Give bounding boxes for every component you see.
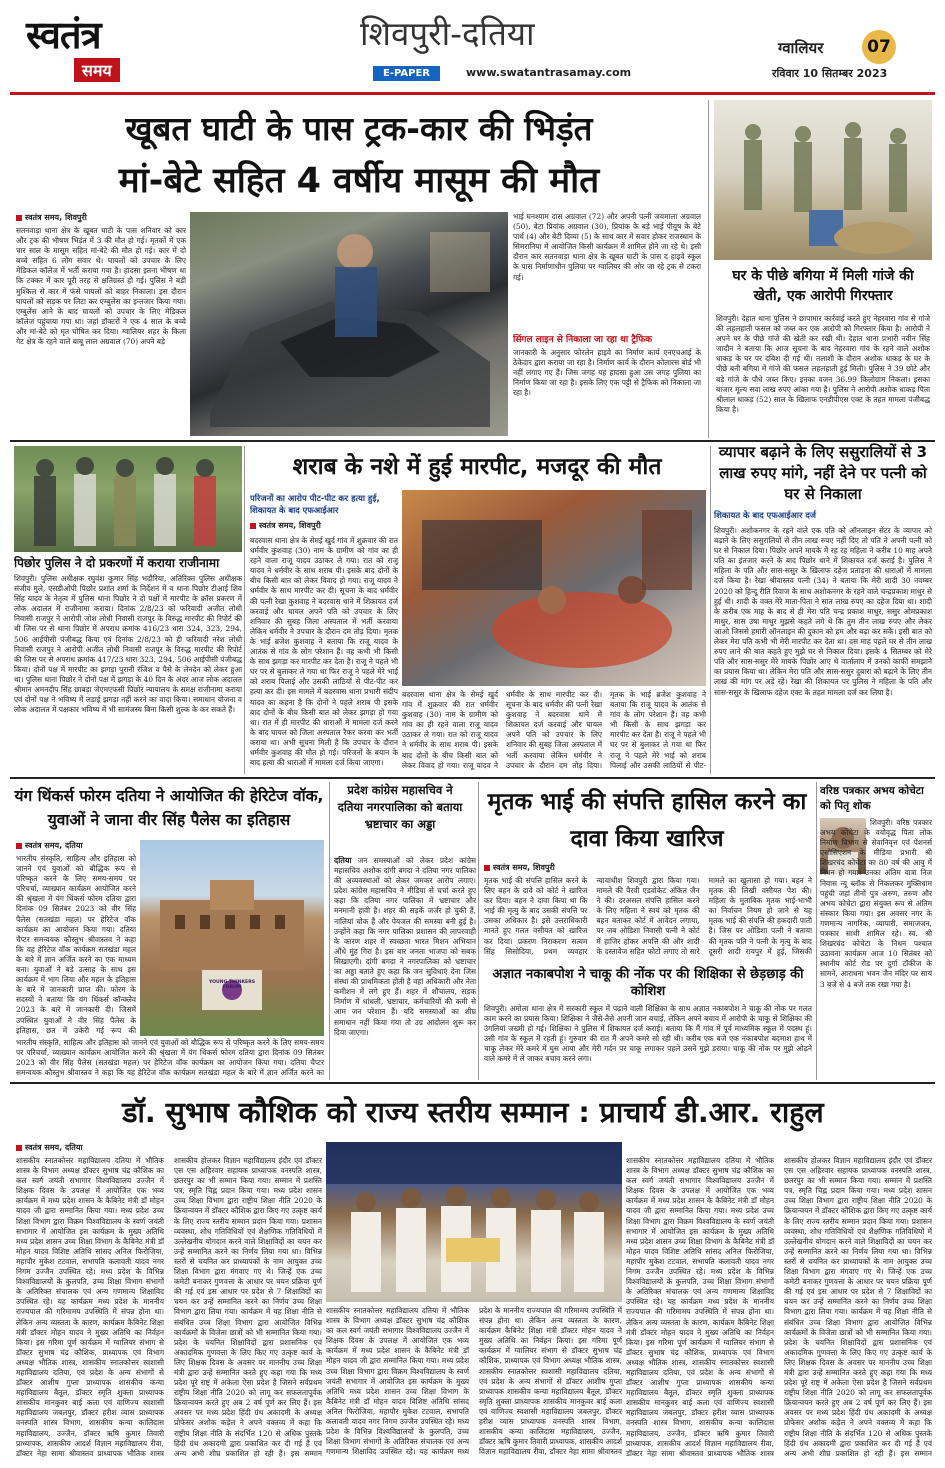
congress-byline: दतिया (334, 856, 352, 865)
section-divider (10, 1082, 935, 1084)
kochetta-headline: वरिष्ठ पत्रकार अभय कोचेटा को पितृ शोक (820, 785, 924, 812)
sharab-body-bottom (402, 690, 706, 774)
ganja-body: शिवपुरी। देहात थाना पुलिस ने छापामार कार्रवाई करते हुए नेहरवारा गांव से गांजे की लहलहाती फसल को जब्त कर एक आरोपी को गिरफ्तार किया है। आरोपी ने अपने घर के पीछे गांजे की खेती कर रखी थी। देहात थाना प्रभारी नवीन सिंह जादौन ने बताया कि आज सूचना के बाद नेहरवारा गांव के रहने वाले अशोक धाकड़ के घर पर दबिश दी गई थी। तलाशी के दौरान अशोक धाकड़ के घर के पीछे बनी बगिया में गांजे की फसल लहलहाती हुई मिली। पुलिस ने 39 छोटे और बड़े गांजे के पौधे जब्त किए। इनका वजन 36.99 किलोग्राम निकला। इसका बाजार मूल्य सवा लाख रुपए आंका गया है। पुलिस ने आरोपी अशोक धाकड़ पिता श्रीलाल धाकड़ (52) साल के खिलाफ एनडीपीएस एक्ट के तहत मामला पंजीबद्ध किया है। (716, 314, 930, 414)
heritage-body-text: भारतीय संस्कृति, साहित्य और इतिहास को जानने एवं युवाओं को बौद्धिक रूप से परिष्कृत करने के लिए समय-समय पर परिचर्चा, व्याख्यान कार्यक्रम आयोजित करने की श्रृंखला में यंग थिंकर्स फोरम दतिया द्वारा दिनांक 09 सितंबर 2023 को वीर सिंह पैलेस (सतखंडा महल) पर हेरिटेज वॉक कार्यक्रम का आयोजन किया गया। दतिया चैप्टर समन्वयक कौस्तुभ श्रीवास्तव ने कहा कि यह हेरिटेज वॉक कार्यक्रम सतखंडा महल के बारे में ज्ञान अर्जित करने का एक माध्यम बना। युवाओं ने बड़े उत्साह के साथ इस कार्यक्रम में भाग लिया और महल के इतिहास के बारे में जानकारी प्राप्त की। फोरम के सदस्यों ने बताया कि यंग थिंकर्स कॉन्क्लेव 2023 के बारे में जानकारी दी। जिसमें उपस्थित युवाओं ने वीर सिंह पैलेस के इतिहास, छत में उकेरी गई रूप की (16, 854, 136, 1035)
ganja-headline: घर के पीछे बगिया में मिली गांजे की खेती, एक आरोपी गिरफ्तार (732, 268, 914, 304)
congress-body (334, 856, 476, 1078)
sharab-byline-text: स्वतंत्र समय, शिवपुरी (259, 521, 321, 530)
lead-subheading: सिंगल लाइन से निकाला जा रहा था ट्रैफिक (513, 335, 653, 345)
crashed-car-icon (190, 212, 508, 436)
column-divider (710, 446, 711, 774)
column-divider (244, 446, 245, 774)
lead-body-right: भाई घनश्याम दास अग्रवाल (72) और अपनी पत्नी जयमाला अग्रवाल (50), बेटा प्रियांक अग्रवाल (30), प्रियांक के बड़े भाई पीयूष के बेटे पार्थ (4) और बेटी दिव्या (5) के साथ कार में सवार होकर राजस्थान के सिमरानिया में आयोजित किसी कार्यक्रम में शामिल होने जा रहे थे। इसी दौरान कार सतनवाड़ा थाना क्षेत्र के खूबत घाटी के पास द हाइवे स्कूल के पास निर्माणाधीन पुलिया पर ग्वालियर की ओर जा रहे ट्रक से टकरा गई। (513, 212, 701, 282)
rajinama-body: शिवपुरी। पुलिस अधीक्षक रघुवंश कुमार सिंह भदौरिया, अतिरिक्त पुलिस अधीक्षक संजीव मुले, एसडीओपी पिछोर प्रशांत शर्मा के निर्देशन में व थाना पिछोर टीआई शिव सिंह यादव के नेतृत्व में पुलिस थाना पिछोर ने दो पक्षों में मारपीट के क्रॉस प्रकरण में लोक अदालत में राजीनामा कराया। दिनांक 2/8/23 को फरियादी अजीत लोधी निवासी राजपुर ने आरोपी जोश लोधी निवासी राजपुर के विरुद्ध मारपीट की रिपोर्ट की थी जिस पर से थाना पिछोर में अपराध क्रमांक 416/23 धारा 324, 323, 294, 506 आईपीसी पंजीबद्ध किया एवं दिनांक 2/8/23 को ही फरियादी नरेश लोधी निवासी राजपुर ने आरोपी अजीत लोधी निवासी राजपुर के विरुद्ध मारपीट की रिपोर्ट की जिस पर से अपराध क्रमांक 417/23 धारा 323, 294, 506 आईपीसी पंजीबद्ध किया। दोनों पक्ष में मारपीट का झगड़ा पुरानी रंजिश व पैसे के लेनदेन को लेकर हुआ था। पुलिस थाना पिछोर ने दोनों पक्ष में झगड़ा के 40 दिन के अंदर आज लोक अदालत श्रीमान अमनदीप सिंह छाबड़ा जेएमएफसी पिछोर न्यायालय के समक्ष राजीनामा कराया एवं दोनों पक्ष ने भविष्य में लड़ाई झगड़ा नहीं करने का वादा किया। समाधान योजना व लोक अदालत में पक्षकार भविष्य में भी सामंजस्य बिना किसी शुल्क के कर सकते हैं। (14, 574, 242, 715)
column-divider (329, 782, 330, 1080)
sharab-body-text: बदरवास थाना क्षेत्र के सेमई खुर्द गांव में शुक्रवार की रात धर्मवीर कुशवाह (30) नाम के ग्रामीण को गांव का ही रहने वाला राजू यादव उठाकर ले गया। रात को राजू यादव ने धर्मवीर के साथ शराब पी। इसके बाद दोनों के बीच किसी बात को लेकर विवाद हो गया। राजू यादव ने धर्मवीर के साथ मारपीट कर दी। सूचना के बाद धर्मवीर की पत्नी रेखा कुशवाह ने बदरवास थाने में शिकायत दर्ज करवाई और घायल अपने पति को उपचार के लिए शनिवार की सुबह जिला अस्पताल में भर्ती करवाया लेकिन धर्मवीर ने उपचार के दौरान दम तोड़ दिया। मृतक के भाई ब्रजेश कुशवाह ने बताया कि राजू यादव के आतंक से गांव के लोग परेशान हैं। वह कभी भी किसी के साथ झगड़ा कर मारपीट कर देता है। राजू ने पहले भी घर पर से बुलाकर ले गया था फिर राजू ने पहले मेरे भाई को शराब पिलाई और उसकी लाठियों से पीट-पीट कर हत्या कर दी। इस मामले में बदरवास थाना प्रभारी संदीप यादव का कहना है कि दोनों ने पहले शराब पी इसके बाद दोनों के बीच किसी बात को लेकर झगड़ा हो गया था। रात में ही मारपीट की धाराओं में मामला दर्ज करने के बाद घायल को जिला अस्पताल रैफर करवा कर भर्ती कराया था। अभी सूचना मिली है कि उपचार के दौरान धर्मवीर कुशवाह की मौत हो गई। परिजनों के बयान के बाद हत्या की धाराओं में मामला दर्ज किया जाएगा। (250, 536, 398, 768)
column-divider (708, 100, 709, 438)
samman-body-center (326, 1306, 622, 1462)
byline-square-icon (16, 1145, 22, 1151)
hospital-family-photo (402, 490, 706, 686)
lead-body-right2: जानकारी के अनुसार फोरलेन हाइवे का निर्माण कार्य एनएचआई के ठेकेदार द्वारा कराया जा रहा है। निर्माण कार्य के दौरान कोलारस बोर्ड भी नहीं लगाए गए हैं। जिस जगह यह हादसा हुआ उस जगह पुलिया का निर्माण किया जा रहा है। इसके लिए एक पट्टी से ट्रैफिक को निकाला जा रहा है। (513, 348, 701, 398)
sharab-byline (250, 520, 398, 532)
award-ceremony-icon (326, 1142, 622, 1302)
heritage-headline: यंग थिंकर्स फोरम दतिया ने आयोजित की हेरिटेज वॉक, युवाओं ने जाना वीर सिंह पैलेस का इतिहास (14, 787, 324, 829)
samman-byline (16, 1142, 156, 1154)
sampatti-headline: मृतक भाई की संपत्ति हासिल करने का दावा किया खारिज (487, 789, 807, 852)
column-divider (478, 782, 479, 1080)
newspaper-logo[interactable] (18, 6, 148, 90)
city-name: ग्वालियर (778, 39, 824, 57)
congress-headline: प्रदेश कांग्रेस महासचिव ने दतिया नगरपालिका को बताया भ्रष्टाचार का अड्डा (337, 783, 463, 831)
group-people-icon (14, 446, 242, 552)
police-team-icon (714, 100, 932, 260)
byline-square-icon (16, 843, 22, 849)
byline-square-icon (484, 865, 490, 871)
dahej-body: शिवपुरी। अशोकनगर के रहने वाले एक पति को ऑनलाइन सेंटर के व्यापार को बढ़ाने के लिए ससुरालियों से तीन लाख रुपए नहीं दिए तो पति ने अपनी पत्नी को घर से निकाल दिया। पिछोर अपने मायके में रह रह महिला ने करीब 10 माह अपने पति का इंतजार करने के बाद पिछोर थाने में शिकायत दर्ज कराई है। पुलिस ने महिला के पति और सास-ससुर के खिलाफ दहेज प्रताड़ना की धाराओं में मामला दर्ज किया है। रेखा श्रीवास्तव पत्नी (34) ने बताया कि मेरी शादी 30 नवम्बर 2020 को हिन्दू रीति रिवाज के साथ अशोकनगर के रहने वाले चन्द्रप्रकाश माथुर से हुई थी। शादी के वक्त मेरे माता-पिता ने सात लाख रुपए का दहेज दिया था। शादी के करीब एक माह के बाद से ही मेरा पति चन्द्र प्रकाश माथुर, ससुर ओमप्रकाश माथुर, सास उषा माथुर मुझसे कहते लगे थे कि तुम तीन लाख रुपए और लेकर आओ जिससे हमारी ऑनलाइन की दुकान को हम और बढ़ा कर सकें। इसी बात को लेकर मेरा पति कभी भी मेरी मारपीट कर देता था। दस माह पहले घर से तीन लाख रुपए लाने की बात कहते हुए मुझे घर से निकाल दिया। इसके 4 सितम्बर को मेरे पति और सास-ससुर मेरे मायके पिछोर आए थे वार्तालाप में उनको काफी समझाने का प्रयास किया था। लेकिन मेरा पति और सास-ससुर दुबारा को बढ़ाने के लिए तीन लाख की मांग पर अड़े रहे। रेखा की शिकायत पर पुलिस ने महिला के पति और सास-ससुर के खिलाफ दहेज एक्ट के तहत मामला दर्ज कर लिया है। (714, 526, 932, 697)
dahej-headline: व्यापार बढ़ाने के लिए ससुरालियों से 3 लाख रुपए मांगे, नहीं देने पर पत्नी को घर से निकाला (718, 443, 928, 503)
issue-date: रविवार 10 सितम्बर 2023 (772, 67, 888, 80)
rajinama-headline: पिछोर पुलिस ने दो प्रकरणों में कराया राजीनामा (14, 556, 220, 570)
grieving-family-icon (402, 490, 706, 686)
logo-main-text: स्वतंत्र (26, 13, 101, 57)
page-number-badge: 07 (862, 30, 896, 64)
heritage-body-bottom (16, 1038, 324, 1078)
sharab-body-continued: बदरवास थाना क्षेत्र के सेमई खुर्द गांव में शुक्रवार की रात धर्मवीर कुशवाह (30) नाम के ग्रामीण को गांव का ही रहने वाला राजू यादव उठाकर ले गया। रात को राजू यादव ने धर्मवीर के साथ शराब पी। इसके बाद दोनों के बीच किसी बात को लेकर विवाद हो गया। राजू यादव ने धर्मवीर के साथ मारपीट कर दी। सूचना के बाद धर्मवीर की पत्नी रेखा कुशवाह ने बदरवास थाने में शिकायत दर्ज करवाई और घायल अपने पति को उपचार के लिए शनिवार की सुबह जिला अस्पताल में भर्ती करवाया लेकिन धर्मवीर ने उपचार के दौरान दम तोड़ दिया। मृतक के भाई ब्रजेश कुशवाह ने बताया कि राजू यादव के आतंक से गांव के लोग परेशान हैं। वह कभी भी किसी के साथ झगड़ा कर मारपीट कर देता है। राजू ने पहले भी घर पर से बुलाकर ले गया था फिर राजू ने पहले मेरे भाई को शराब पिलाई और उसकी लाठियों से पीट- (402, 690, 706, 770)
congress-body-text: जन समस्याओं को लेकर प्रदेश कांग्रेस महासचिव अशोक दांगी बगदा ने दतिया नगर पालिका की अव्यवस्थाओं को लेकर जमकर आरोप लगाए। प्रदेश कांग्रेस महासचिव ने मीडिया से चर्चा करते हुए कहा कि दतिया नगर पालिका में भ्रष्टाचार और मनमानी हावी है। शहर की सड़कें जर्जर हो चुकी हैं, नालियां चोक हैं और पेयजल की समस्या बनी हुई है। उन्होंने कहा कि नगर पालिका प्रशासन की लापरवाही के कारण शहर में स्वच्छता भारत मिशन अभियान औंधे मुंह गिरा है। इस बार जनता भाजपा को सबक सिखाएगी। दांगी बगदा ने नगरपालिका को भ्रष्टाचार का अड्डा बताते हुए कहा कि जन सुविधाएं देना जिस संस्था की प्राथमिकता होती है वहां अधिकारी और नेता कमीशन में लगे हुए हैं। शहर में शौचालय, सड़क निर्माण में धांधली, भ्रष्टाचार, कर्मचारियों की कमी से आम जन परेशान हैं। यदि समस्याओं का शीघ्र समाधान नहीं किया गया तो उग्र आंदोलन शुरू कर दिया जाएगा। (334, 856, 476, 1037)
sharab-body-col1 (250, 536, 398, 774)
website-link[interactable]: www.swatantrasamay.com (466, 66, 632, 79)
lead-body-left: सतनवाड़ा थाना क्षेत्र के खूबत घाटी के पास शनिवार को कार और ट्रक की भीषण भिड़ंत में 3 की मौत हो गई। मृतकों में एक चार साल के मासूम सहित मां-बेटे की मौत हो गई। कार में दो बच्चे सहित 6 लोग सवार थे। घायलों को उपचार के लिए मेडिकल कॉलेज में भर्ती कराया गया है। हादसा इतना भीषण था कि टक्कर में कार पूरी तरह से क्षतिग्रस्त हो गई। पुलिस ने बड़ी मुश्किल से कार में फंसे घायलों को बाहर निकाला। इस दौरान घायलों को सड़क पर लिटा कर एम्बुलेंस का इन्तजार किया गया। एम्बुलेंस आने के बाद घायलों को उपचार के लिए मेडिकल कॉलेज पहुंचाया गया था। जहां डॉक्टरों ने एक 4 साल के बच्चे और मां-बेटे को मृत घोषित कर दिया। ग्वालियर शहर के किला गेट क्षेत्र के रहने वाले बाबू लाल अग्रवाल (70) अपने बड़े (16, 226, 186, 347)
heritage-byline-text: स्वतंत्र समय, दतिया (25, 841, 83, 850)
veer-singh-palace-photo (140, 840, 324, 1036)
column-divider (816, 782, 817, 1080)
samman-body-right (626, 1156, 932, 1462)
award-ceremony-photo (326, 1142, 622, 1302)
sampatti-byline-text: स्वतंत्र समय, शिवपुरी (493, 863, 555, 872)
naqabposh-headline: अज्ञात नकाबपोश ने चाकू की नोंक पर की शिक्षिका से छेड़छाड़ की कोशिश (492, 967, 804, 999)
heritage-body-col1 (16, 854, 136, 1036)
accident-car-photo (190, 212, 508, 436)
epaper-tag: E-PAPER (373, 66, 440, 81)
samman-body-text: शासकीय स्नातकोत्तर महाविद्यालय दतिया में भौतिक शास्त्र के विभाग अध्यक्ष डॉक्टर सुभाष चंद्र कौशिक का कल स्वर्ग जयंती सभागार विश्वविद्यालय उज्जैन में शिक्षक दिवस के उपलक्ष में आयोजित एक भव्य कार्यक्रम में मध्य प्रदेश शासन के कैबिनेट मंत्री डॉ मोहन यादव जी द्वारा सम्मानित किया गया। मध्य प्रदेश उच्च शिक्षा विभाग द्वारा विक्रम विश्वविद्यालय के स्वर्ण जयंती सभागार में आयोजित इस कार्यक्रम के मुख्य अतिथि मध्य प्रदेश शासन उच्च शिक्षा विभाग के कैबिनेट मंत्री डॉ मोहन यादव विशिष्ट अतिथि सांसद अनिल फिरोजिया, महापौर मुकेश टटवाल, सभापति कलावती यादव नगर निगम उज्जैन उपस्थित रहे। मध्य प्रदेश के विभिन्न विश्वविद्यालयों के कुलपति, उच्च शिक्षा विभाग संभागों के अतिरिक्त संचालक एवं अन्य गणमान्य शिक्षाविद उपस्थित रहे। यह कार्यक्रम मध्य प्रदेश के माननीय राज्यपाल की गरिमामय उपस्थिति में संपन्न होना था। लेकिन अन्य व्यस्तता के कारण, कार्यक्रम कैबिनेट शिक्षा मंत्री डॉक्टर मोहन यादव ने मुख्य अतिथि का निर्वहन किया। इस गरिमा पूर्ण कार्यक्रम में ग्वालियर संभाग से डॉक्टर सुभाष चंद्र कौशिक, प्राध्यापक एवं विभाग अध्यक्ष भौतिक शास्त्र, शासकीय स्नातकोत्तर स्वशासी महाविद्यालय दतिया, एवं प्रदेश के अन्य संभागों से डॉक्टर आशीष गुप्ता प्राध्यापक शासकीय कन्या महाविद्यालय बैतूल, डॉक्टर स्मृति शुक्ला प्राध्यापक शासकीय मानकुवर बाई कला एवं वाणिज्य स्वशासी महाविद्यालय जबलपुर, डॉक्टर हरीश व्यास प्राध्यापक वनस्पति शास्त्र विभाग, शासकीय कन्या कालिदास महाविद्यालय, उज्जैन, डॉक्टर ऋषि कुमार तिवारी प्राध्यापक, शासकीय आदर्श विज्ञान महाविद्यालय रीवा, डॉक्टर नेहा सामा श्रीवास्तव प्राध्यापक भौतिक शास्त्र शासकीय होलकर विज्ञान महाविद्यालय इंदौर एवं डॉक्टर एस एस अहिरवार सहायक प्राध्यापक वनस्पति शास्त्र, छतरपुर का भी सम्मान किया गया। सम्मान में प्रशस्ति पत्र, स्मृति चिह्न प्रदान किया गया। मध्य प्रदेश शासन उच्च शिक्षा विभाग द्वारा राष्ट्रीय शिक्षा नीति 2020 के क्रियान्वयन में डॉक्टर कौशिक द्वारा किए गए उत्कृष्ट कार्य के लिए राज्य स्तरीय सम्मान प्रदान किया गया। प्रशासन व्यवस्था, शोध गतिविधियों एवं शैक्षणिक गतिविधियों में उल्लेखनीय योगदान करने वाले शिक्षाविदों का चयन कर उन्हें सम्मानित करने का निर्णय लिया गया था। विभिन्न स्तरों से चयनित कर प्राध्यापकों के नाम आयुक्त उच्च शिक्षा विभाग द्वारा मंगवाए गए थे। जिन्हें एक उच्च कमेटी बनाकर गुणवत्ता के आधार पर चयन प्रक्रिया पूर्ण की गई एवं इस आधार पर प्रदेश से 7 शिक्षाविदों का चयन कर उन्हें सम्मानित करने का निर्णय उच्च शिक्षा विभाग द्वारा लिया गया। कार्यक्रम में यह शिक्षा नीति से संबंधित उच्च शिक्षा विभाग द्वारा आयोजित विभिन्न कार्यक्रमों के विजेता छात्रों को भी सम्मानित किया गया। प्रदेश के चयनित शिक्षाविदों द्वारा प्रशासनिक एवं अकादमिक गुणवत्ता के लिए किए गए उत्कृष्ट कार्य के लिए शिक्षक दिवस के अवसर पर माननीय उच्च शिक्षा मंत्री द्वारा उन्हें सम्मानित करते हुए कहा गया कि मध्य प्रदेश पूरे राष्ट्र में अकेला ऐसा प्रदेश है जिसने सर्वप्रथम राष्ट्रीय शिक्षा नीति 2020 को लागू कर सफलतापूर्वक क्रियान्वयन करते हुए अब 2 वर्ष पूर्ण कर लिए हैं। इस अवसर पर मध्य प्रदेश हिंदी ग्रंथ अकादमी के अध्यक्ष प्रोफेसर अशोक कड़ेल ने अपने वक्तव्य में कहा कि राष्ट्रीय शिक्षा नीति के संदर्भित 120 से अधिक पुस्तकें हिंदी ग्रंथ अकादमी द्वारा प्रकाशित कर दी गई हैं एवं अन्य अभी शीघ्र प्रकाशित हो रही हैं। इस सम्मान (16, 1156, 322, 1458)
samman-body-left (16, 1156, 322, 1462)
sharab-headline: शराब के नशे में हुई मारपीट, मजदूर की मौत (292, 454, 662, 480)
byline-square-icon (16, 215, 22, 221)
lead-headline-line1: खूबत घाटी के पास ट्रक-कार की भिड़ंत (125, 109, 593, 148)
kochetta-body: शिवपुरी। वरिष्ठ पत्रकार अभय कोचेटा के वयोवृद्ध पिता लोक निर्माण विभाग से सेवानिवृत्त एवं पेंशनर्स एसोसिएशन के मीडिया प्रभारी श्री शिखरचंद कोचेटा का 80 वर्ष की आयु में निधन हो गया। उनका अंतिम यात्रा निज निवास न्यू ब्लॉक से निकलकर मुक्तिधाम पहुंची जहां तीनों पुत्र अरुण, तरुण और अभय कोचेटा द्वारा संयुक्त रूप से अंतिम संस्कार किया गया। इस अवसर नगर के गणमान्य नागरिक, व्यापारी, समाजजन, पत्रकार साथी शामिल रहे। स्व. श्री शिखरचंद कोचेटा के निधन पश्चात उठावना कार्यक्रम आज 10 सितंबर को स्थानीय कोर्ट रोड पर दुर्गा टॉकीज के सामने, आराधना भवन जैन मंदिर पर सायं 3 बजे से 4 बजे तक रखा गया है। (820, 818, 932, 989)
sharab-kicker: परिजनों का आरोप पीट-पीट कर हत्या हुई, शिकायत के बाद एफआईआर (250, 493, 380, 515)
edition-title: शिवपुरी-दतिया (360, 14, 535, 53)
masthead-divider (10, 92, 935, 95)
logo-sub-text: समय (74, 58, 120, 82)
byline-square-icon (250, 523, 256, 529)
heritage-body-continued: भारतीय संस्कृति, साहित्य और इतिहास को जानने एवं युवाओं को बौद्धिक रूप से परिष्कृत करने के लिए समय-समय पर परिचर्चा, व्याख्यान कार्यक्रम आयोजित करने की श्रृंखला में यंग थिंकर्स फोरम दतिया द्वारा दिनांक 09 सितंबर 2023 को वीर सिंह पैलेस (सतखंडा महल) पर हेरिटेज वॉक कार्यक्रम का आयोजन किया गया। दतिया चैप्टर समन्वयक कौस्तुभ श्रीवास्तव ने कहा कि यह हेरिटेज वॉक कार्यक्रम सतखंडा महल के बारे में ज्ञान अर्जित करने का (16, 1038, 324, 1078)
police-seizure-photo (714, 100, 932, 260)
lead-headline-line2: मां-बेटे सहित 4 वर्षीय मासूम की मौत (118, 161, 600, 201)
heritage-byline (16, 840, 136, 852)
lead-byline-text: स्वतंत्र समय, शिवपुरी (25, 213, 87, 222)
samman-body-continued: शासकीय स्नातकोत्तर महाविद्यालय दतिया में भौतिक शास्त्र के विभाग अध्यक्ष डॉक्टर सुभाष चंद्र कौशिक का कल स्वर्ग जयंती सभागार विश्वविद्यालय उज्जैन में शिक्षक दिवस के उपलक्ष में आयोजित एक भव्य कार्यक्रम में मध्य प्रदेश शासन के कैबिनेट मंत्री डॉ मोहन यादव जी द्वारा सम्मानित किया गया। मध्य प्रदेश उच्च शिक्षा विभाग द्वारा विक्रम विश्वविद्यालय के स्वर्ण जयंती सभागार में आयोजित इस कार्यक्रम के मुख्य अतिथि मध्य प्रदेश शासन उच्च शिक्षा विभाग के कैबिनेट मंत्री डॉ मोहन यादव विशिष्ट अतिथि सांसद अनिल फिरोजिया, महापौर मुकेश टटवाल, सभापति कलावती यादव नगर निगम उज्जैन उपस्थित रहे। मध्य प्रदेश के विभिन्न विश्वविद्यालयों के कुलपति, उच्च शिक्षा विभाग संभागों के अतिरिक्त संचालक एवं अन्य गणमान्य शिक्षाविद उपस्थित रहे। यह कार्यक्रम मध्य प्रदेश के माननीय राज्यपाल की गरिमामय उपस्थिति में संपन्न होना था। लेकिन अन्य व्यस्तता के कारण, कार्यक्रम कैबिनेट शिक्षा मंत्री डॉक्टर मोहन यादव ने मुख्य अतिथि का निर्वहन किया। इस गरिमा पूर्ण कार्यक्रम में ग्वालियर संभाग से डॉक्टर सुभाष चंद्र कौशिक, प्राध्यापक एवं विभाग अध्यक्ष भौतिक शास्त्र, शासकीय स्नातकोत्तर स्वशासी महाविद्यालय दतिया, एवं प्रदेश के अन्य संभागों से डॉक्टर आशीष गुप्ता प्राध्यापक शासकीय कन्या महाविद्यालय बैतूल, डॉक्टर स्मृति शुक्ला प्राध्यापक शासकीय मानकुवर बाई कला एवं वाणिज्य स्वशासी महाविद्यालय जबलपुर, डॉक्टर हरीश व्यास प्राध्यापक वनस्पति शास्त्र विभाग, शासकीय कन्या कालिदास महाविद्यालय, उज्जैन, डॉक्टर ऋषि कुमार तिवारी प्राध्यापक, शासकीय आदर्श विज्ञान महाविद्यालय रीवा, डॉक्टर नेहा सामा श्रीवास्तव (326, 1306, 622, 1457)
palace-icon (140, 840, 324, 1036)
samman-body-continued-right: शासकीय स्नातकोत्तर महाविद्यालय दतिया में भौतिक शास्त्र के विभाग अध्यक्ष डॉक्टर सुभाष चंद्र कौशिक का कल स्वर्ग जयंती सभागार विश्वविद्यालय उज्जैन में शिक्षक दिवस के उपलक्ष में आयोजित एक भव्य कार्यक्रम में मध्य प्रदेश शासन के कैबिनेट मंत्री डॉ मोहन यादव जी द्वारा सम्मानित किया गया। मध्य प्रदेश उच्च शिक्षा विभाग द्वारा विक्रम विश्वविद्यालय के स्वर्ण जयंती सभागार में आयोजित इस कार्यक्रम के मुख्य अतिथि मध्य प्रदेश शासन उच्च शिक्षा विभाग के कैबिनेट मंत्री डॉ मोहन यादव विशिष्ट अतिथि सांसद अनिल फिरोजिया, महापौर मुकेश टटवाल, सभापति कलावती यादव नगर निगम उज्जैन उपस्थित रहे। मध्य प्रदेश के विभिन्न विश्वविद्यालयों के कुलपति, उच्च शिक्षा विभाग संभागों के अतिरिक्त संचालक एवं अन्य गणमान्य शिक्षाविद उपस्थित रहे। यह कार्यक्रम मध्य प्रदेश के माननीय राज्यपाल की गरिमामय उपस्थिति में संपन्न होना था। लेकिन अन्य व्यस्तता के कारण, कार्यक्रम कैबिनेट शिक्षा मंत्री डॉक्टर मोहन यादव ने मुख्य अतिथि का निर्वहन किया। इस गरिमा पूर्ण कार्यक्रम में ग्वालियर संभाग से डॉक्टर सुभाष चंद्र कौशिक, प्राध्यापक एवं विभाग अध्यक्ष भौतिक शास्त्र, शासकीय स्नातकोत्तर स्वशासी महाविद्यालय दतिया, एवं प्रदेश के अन्य संभागों से डॉक्टर आशीष गुप्ता प्राध्यापक शासकीय कन्या महाविद्यालय बैतूल, डॉक्टर स्मृति शुक्ला प्राध्यापक शासकीय मानकुवर बाई कला एवं वाणिज्य स्वशासी महाविद्यालय जबलपुर, डॉक्टर हरीश व्यास प्राध्यापक वनस्पति शास्त्र विभाग, शासकीय कन्या कालिदास महाविद्यालय, उज्जैन, डॉक्टर ऋषि कुमार तिवारी प्राध्यापक, शासकीय आदर्श विज्ञान महाविद्यालय रीवा, डॉक्टर नेहा सामा श्रीवास्तव प्राध्यापक भौतिक शास्त्र शासकीय होलकर विज्ञान महाविद्यालय इंदौर एवं डॉक्टर एस एस अहिरवार सहायक प्राध्यापक वनस्पति शास्त्र, छतरपुर का भी सम्मान किया गया। सम्मान में प्रशस्ति पत्र, स्मृति चिह्न प्रदान किया गया। मध्य प्रदेश शासन उच्च शिक्षा विभाग द्वारा राष्ट्रीय शिक्षा नीति 2020 के क्रियान्वयन में डॉक्टर कौशिक द्वारा किए गए उत्कृष्ट कार्य के लिए राज्य स्तरीय सम्मान प्रदान किया गया। प्रशासन व्यवस्था, शोध गतिविधियों एवं शैक्षणिक गतिविधियों में उल्लेखनीय योगदान करने वाले शिक्षाविदों का चयन कर उन्हें सम्मानित करने का निर्णय लिया गया था। विभिन्न स्तरों से चयनित कर प्राध्यापकों के नाम आयुक्त उच्च शिक्षा विभाग द्वारा मंगवाए गए थे। जिन्हें एक उच्च कमेटी बनाकर गुणवत्ता के आधार पर चयन प्रक्रिया पूर्ण की गई एवं इस आधार पर प्रदेश से 7 शिक्षाविदों का चयन कर उन्हें सम्मानित करने का निर्णय उच्च शिक्षा विभाग द्वारा लिया गया। कार्यक्रम में यह शिक्षा नीति से संबंधित उच्च शिक्षा विभाग द्वारा आयोजित विभिन्न कार्यक्रमों के विजेता छात्रों को भी सम्मानित किया गया। प्रदेश के चयनित शिक्षाविदों द्वारा प्रशासनिक एवं अकादमिक गुणवत्ता के लिए किए गए उत्कृष्ट कार्य के लिए शिक्षक दिवस के अवसर पर माननीय उच्च शिक्षा मंत्री द्वारा उन्हें सम्मानित करते हुए कहा गया कि मध्य प्रदेश पूरे राष्ट्र में अकेला ऐसा प्रदेश है जिसने सर्वप्रथम राष्ट्रीय शिक्षा नीति 2020 को लागू कर सफलतापूर्वक क्रियान्वयन करते हुए अब 2 वर्ष पूर्ण कर लिए हैं। इस अवसर पर मध्य प्रदेश हिंदी ग्रंथ अकादमी के अध्यक्ष प्रोफेसर अशोक कड़ेल ने अपने वक्तव्य में कहा कि राष्ट्रीय शिक्षा नीति के संदर्भित 120 से अधिक पुस्तकें हिंदी ग्रंथ अकादमी द्वारा प्रकाशित कर दी गई हैं एवं अन्य अभी शीघ्र प्रकाशित हो रही हैं। इस सम्मान (626, 1156, 932, 1458)
section-divider (10, 777, 935, 779)
samman-byline-text: स्वतंत्र समय, दतिया (25, 1143, 83, 1152)
dahej-kicker: शिकायत के बाद एफआईआर दर्ज (714, 510, 816, 520)
lead-byline (16, 212, 186, 224)
naqabposh-body: शिवपुरी। अमोला थाना क्षेत्र में सरकारी स्कूल में पढ़ाने वाली शिक्षिका के साथ अज्ञात नकाबपोश ने चाकू की नोंक पर गलत काम करने का प्रयास किया। शिक्षिका ने जैसे-तैसे अपनी जान बचाई, लेकिन अपने बचाव में आरोपी के चाकू से शिक्षिका की उंगलियां जख्मी हो गई। शिक्षिका ने पुलिस में शिकायत दर्ज कराई। बताया कि मैं गांव में पूर्व माध्यमिक स्कूल में पदस्थ हूं। उसी गांव के स्कूल में रहती हूं। गुरुवार की रात मैं अपने कमरे सो रही थी। करीब एक बजे एक नकाबपोश बदमाश हाथ में चाकू लेकर मेरे कमरे में घुस आया और मेरी गर्दन पर चाकू लगाकर पहले उसने मुझे डराया। चाकू की नोंक पर मुझे ओढ़ने वाले कमरे में ले जाकर बचाव करने लगा। (484, 1004, 812, 1064)
sampatti-byline (484, 862, 596, 874)
sampatti-body: मृतक भाई की संपत्ति हासिल करने के लिए बहन के दावे को कोर्ट ने खारिज कर दिया। बहन ने दावा किया था कि भाई की मृत्यु के बाद उसकी संपत्ति पर उसका अधिकार है। इसे उत्तराधिकारी मानते हुए गलत वसीयत को खारिज कर दिया। प्रकरण निराकरण सत्यम सिंह सिसोदिया, प्रथम व्यवहार न्यायाधीश शिवपुरी द्वारा किया गया। मामले की पैरवी एडवोकेट अंकित जैन ने की। दरअसल संपत्ति हासिल करने के लिए महिला ने स्वयं को मृतक की बहन बताकर कोर्ट में आवेदन लगाया, पर जब ओडिशा निवासी पत्नी ने कोर्ट में हाजिर होकर अपत्ति की और शादी के दस्तावेज सहित फोटो लगाए तो सारे मामले का खुलासा हो गया। बहन ने मृतक की लिखी वसीयत पेश की। महिला के मुताबिक मृतक भाई-भाभी का निर्वाचन नियम हो जाने से यह मृतक भाई की संपत्ति की हकदारी पाती है। जिस पर ओडिशा पत्नी ने बताया की मृतक पति ने पत्नी के मृत्यु के बाद दूसरी शादी रायपुर में हुई, जिसकी (484, 876, 812, 956)
forum-banner-text: YOUNG THINKERS FORUM (208, 980, 256, 990)
rajinama-photo (14, 446, 242, 552)
samman-headline: डॉ. सुभाष कौशिक को राज्य स्तरीय सम्मान : प्राचार्य डी.आर. राहुल (122, 1096, 824, 1129)
